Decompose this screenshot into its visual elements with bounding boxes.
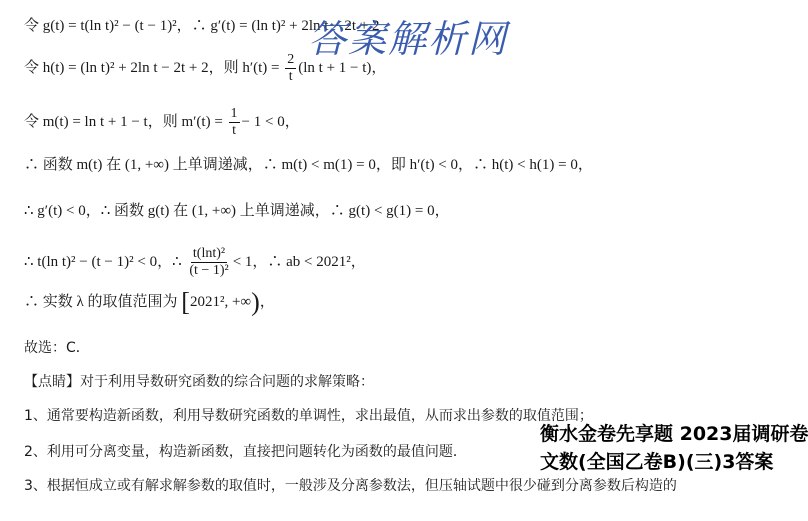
fraction-numerator: t(lnt)² <box>192 246 226 261</box>
fraction-numerator: 2 <box>287 52 295 67</box>
strategy-item-3: 3、根据恒成立或有解求解参数的取值时，一般涉及分离参数法，但压轴试题中很少碰到分离参数后构造的 <box>24 478 677 494</box>
fraction-denominator: t <box>232 123 236 138</box>
watermark-site-logo: 答案解析网 <box>308 17 509 61</box>
line-7-post: ， <box>259 294 275 310</box>
line-3-pre: 令 m(t) = ln t + 1 − t，则 m′(t) = <box>24 113 227 130</box>
fraction-ratio <box>187 246 230 279</box>
line-2-post: (ln t + 1 − t)， <box>298 59 387 76</box>
line-6-pre: ∴ t(ln t)² − (t − 1)² < 0，∴ <box>24 253 186 270</box>
line-1: 令 g(t) = t(ln t)² − (t − 1)²，∴ g′(t) = (ln t)² + 2ln t − 2t + 2 <box>24 18 380 34</box>
fraction-denominator: (t − 1)² <box>189 263 229 278</box>
strategy-item-2: 2、利用可分离变量，构造新函数，直接把问题转化为函数的最值问题． <box>24 444 467 460</box>
watermark-document-title: 衡水金卷先享题 2023届调研卷 文数(全国乙卷B)(三)3答案 <box>540 423 808 473</box>
line-5: ∴ g′(t) < 0，∴ 函数 g(t) 在 (1, +∞) 上单调递减，∴ g(t) < g(1) = 0， <box>24 203 450 219</box>
line-3 <box>24 106 300 139</box>
line-4: ∴ 函数 m(t) 在 (1, +∞) 上单调递减，∴ m(t) < m(1) = 0，即 h′(t) < 0，∴ h(t) < h(1) = 0， <box>24 157 593 173</box>
fraction-2-over-t <box>285 52 296 85</box>
interval-value: 2021², +∞ <box>189 294 252 310</box>
tip-heading: 【点睛】对于利用导数研究函数的综合问题的求解策略： <box>24 374 374 390</box>
line-3-post: − 1 < 0， <box>241 113 300 130</box>
answer-line: 故选：C． <box>24 340 90 356</box>
strategy-item-1: 1、通常要构造新函数，利用导数研究函数的单调性，求出最值，从而求出参数的取值范围； <box>24 408 593 424</box>
line-6-post: < 1，∴ ab < 2021²， <box>232 253 366 270</box>
interval-close-paren: ) <box>251 287 260 317</box>
fraction-denominator: t <box>288 69 293 84</box>
line-7 <box>24 287 275 317</box>
line-7-pre: ∴ 实数 λ 的取值范围为 <box>24 294 182 310</box>
line-6 <box>24 246 366 279</box>
fraction-1-over-t <box>229 106 240 139</box>
line-2-pre: 令 h(t) = (ln t)² + 2ln t − 2t + 2，则 h′(t) = <box>24 59 284 76</box>
fraction-numerator: 1 <box>230 106 238 121</box>
interval-open-bracket: [ <box>181 287 190 317</box>
